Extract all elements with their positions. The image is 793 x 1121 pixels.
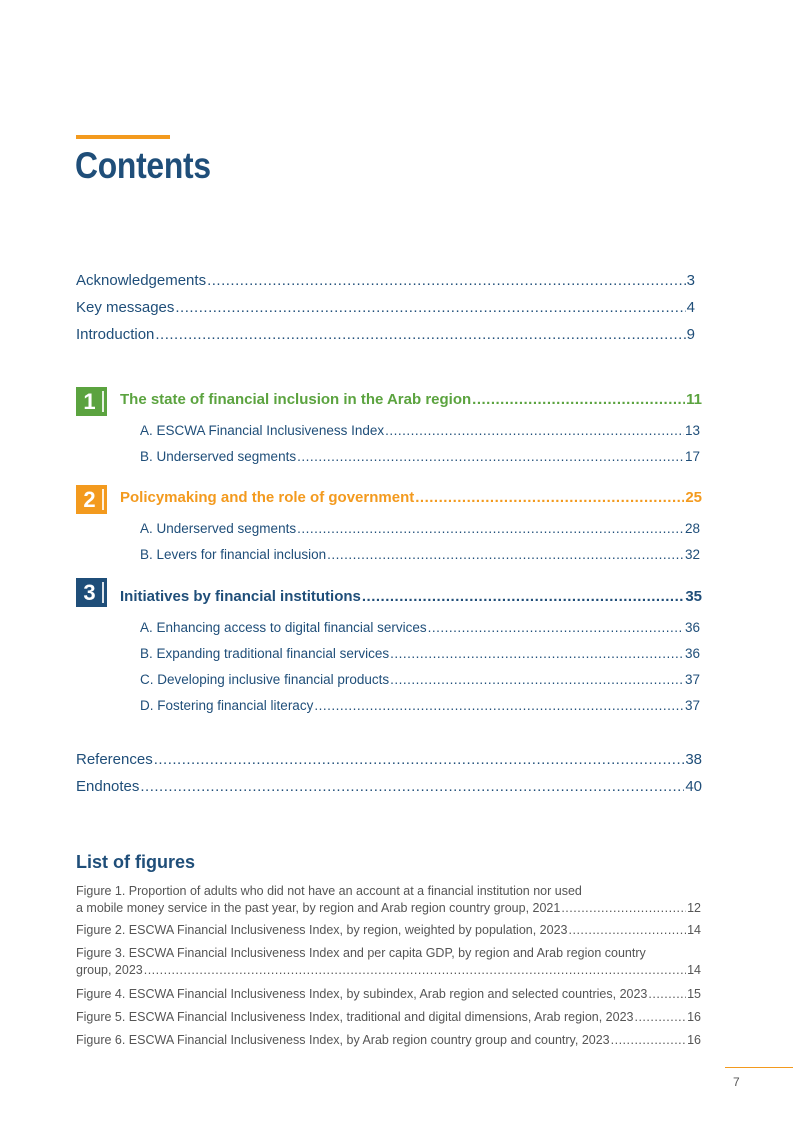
dot-leader: [561, 901, 686, 915]
toc-figure-5[interactable]: [76, 1010, 701, 1024]
chapter-number: 1: [83, 388, 96, 414]
chapter-title: The state of financial inclusion in the Arab region: [120, 391, 472, 408]
toc-entry-label: Acknowledgements: [76, 272, 207, 289]
toc-entry-page: 9: [686, 326, 695, 343]
figure-1-line-1: Figure 1. Proportion of adults who did not have an account at a financial institution nor used: [76, 884, 582, 898]
figure-3-line-1: Figure 3. ESCWA Financial Inclusiveness Index and per capita GDP, by region and Arab region country: [76, 946, 646, 960]
figure-page: 12: [687, 901, 701, 915]
toc-section-1a[interactable]: [140, 423, 700, 438]
toc-entry-page: 38: [685, 751, 702, 768]
dot-leader: [472, 391, 685, 408]
toc-section-3d[interactable]: [140, 698, 700, 713]
toc-entry-introduction[interactable]: [76, 326, 695, 343]
section-label: A. ESCWA Financial Inclusiveness Index: [140, 423, 385, 438]
toc-chapter-1[interactable]: [120, 391, 702, 408]
dot-leader: [634, 1010, 686, 1024]
section-label: A. Underserved segments: [140, 521, 297, 536]
section-label: B. Levers for financial inclusion: [140, 547, 327, 562]
chapter-number: 2: [83, 486, 96, 512]
dot-leader: [155, 326, 685, 343]
toc-entry-acknowledgements[interactable]: [76, 272, 695, 289]
toc-entry-label: Introduction: [76, 326, 155, 343]
toc-chapter-2[interactable]: [120, 489, 702, 506]
figure-label: Figure 2. ESCWA Financial Inclusiveness Index, by region, weighted by population, 2023: [76, 923, 568, 937]
dot-leader: [207, 272, 686, 289]
section-page: 13: [684, 423, 700, 438]
chapter-page: 35: [685, 588, 702, 605]
dot-leader: [428, 620, 684, 635]
chapter-page: 11: [686, 391, 702, 408]
dot-leader: [390, 646, 684, 661]
figure-page: 14: [687, 923, 701, 937]
dot-leader: [362, 588, 684, 605]
toc-entry-page: 4: [686, 299, 695, 316]
dot-leader: [144, 963, 686, 977]
dot-leader: [569, 923, 687, 937]
toc-section-3c[interactable]: [140, 672, 700, 687]
toc-section-2a[interactable]: [140, 521, 700, 536]
toc-entry-key-messages[interactable]: [76, 299, 695, 316]
toc-section-3b[interactable]: [140, 646, 700, 661]
dot-leader: [648, 987, 686, 1001]
toc-section-3a[interactable]: [140, 620, 700, 635]
toc-figure-1[interactable]: [76, 901, 701, 915]
toc-entry-references[interactable]: [76, 751, 702, 768]
dot-leader: [611, 1033, 686, 1047]
chapter-page: 25: [685, 489, 702, 506]
toc-figure-4[interactable]: [76, 987, 701, 1001]
section-page: 28: [684, 521, 700, 536]
dot-leader: [297, 449, 684, 464]
chapter-2-number-badge: [76, 485, 107, 514]
toc-figure-3[interactable]: [76, 963, 701, 977]
toc-chapter-3[interactable]: [120, 588, 702, 605]
figure-page: 16: [687, 1010, 701, 1024]
chapter-number: 3: [83, 579, 96, 605]
section-page: 36: [684, 620, 700, 635]
dot-leader: [415, 489, 684, 506]
figure-label: a mobile money service in the past year, by region and Arab region country group, 2021: [76, 901, 561, 915]
figure-label: Figure 5. ESCWA Financial Inclusiveness Index, traditional and digital dimensions, Arab region, 2023: [76, 1010, 634, 1024]
figure-page: 15: [687, 987, 701, 1001]
dot-leader: [385, 423, 684, 438]
toc-entry-label: Key messages: [76, 299, 175, 316]
dot-leader: [154, 751, 685, 768]
dot-leader: [327, 547, 684, 562]
dot-leader: [175, 299, 685, 316]
chapter-title: Policymaking and the role of government: [120, 489, 415, 506]
section-page: 17: [684, 449, 700, 464]
footer-rule: [725, 1067, 793, 1068]
section-label: B. Underserved segments: [140, 449, 297, 464]
figure-label: Figure 4. ESCWA Financial Inclusiveness Index, by subindex, Arab region and selected countries, 2023: [76, 987, 648, 1001]
dot-leader: [390, 672, 684, 687]
title-accent-bar: [76, 135, 170, 139]
chapter-1-number-badge: [76, 387, 107, 416]
figure-label: Figure 6. ESCWA Financial Inclusiveness Index, by Arab region country group and country, 2023: [76, 1033, 610, 1047]
section-label: A. Enhancing access to digital financial services: [140, 620, 427, 635]
section-page: 37: [684, 672, 700, 687]
figure-page: 16: [687, 1033, 701, 1047]
toc-entry-page: 3: [686, 272, 695, 289]
section-label: C. Developing inclusive financial products: [140, 672, 390, 687]
toc-figure-2[interactable]: [76, 923, 701, 937]
dot-leader: [297, 521, 684, 536]
toc-entry-label: References: [76, 751, 153, 768]
figure-page: 14: [687, 963, 701, 977]
dot-leader: [314, 698, 684, 713]
section-label: D. Fostering financial literacy: [140, 698, 314, 713]
chapter-3-number-badge: [76, 578, 107, 607]
toc-entry-page: 40: [685, 778, 702, 795]
toc-entry-label: Endnotes: [76, 778, 140, 795]
chapter-title: Initiatives by financial institutions: [120, 588, 361, 605]
toc-entry-endnotes[interactable]: [76, 778, 702, 795]
figure-label: group, 2023: [76, 963, 143, 977]
dot-leader: [140, 778, 684, 795]
toc-section-1b[interactable]: [140, 449, 700, 464]
section-page: 32: [684, 547, 700, 562]
toc-section-2b[interactable]: [140, 547, 700, 562]
page-number: 7: [733, 1075, 740, 1089]
toc-figure-6[interactable]: [76, 1033, 701, 1047]
section-page: 36: [684, 646, 700, 661]
page-title: Contents: [75, 145, 211, 186]
section-page: 37: [684, 698, 700, 713]
figures-heading: List of figures: [76, 852, 196, 872]
section-label: B. Expanding traditional financial services: [140, 646, 390, 661]
